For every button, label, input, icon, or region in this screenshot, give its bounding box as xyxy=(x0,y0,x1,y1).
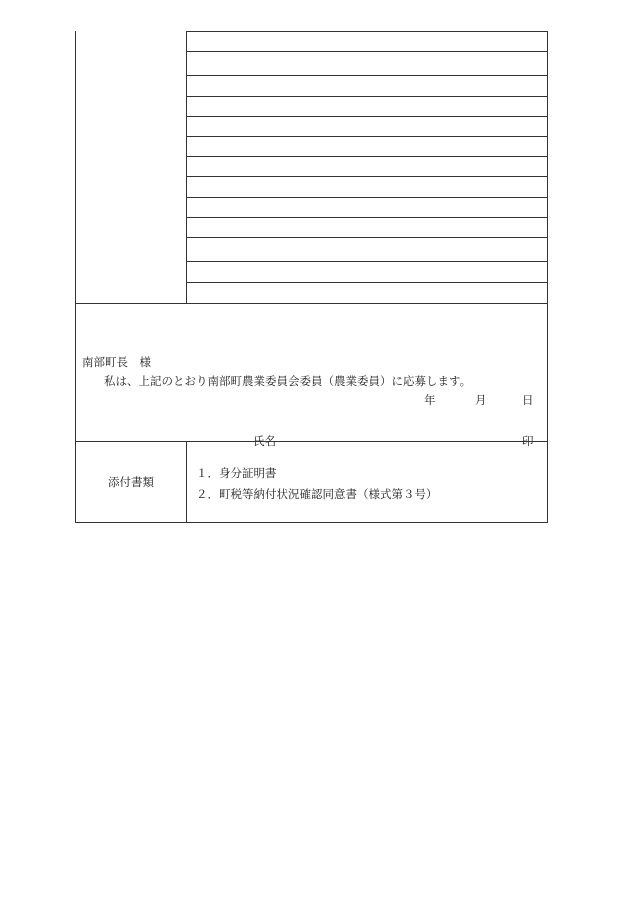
addressee-text: 南部町長 様 xyxy=(82,355,151,369)
history-label-cell xyxy=(76,31,187,303)
attachment-item: ２．町税等納付状況確認同意書（様式第３号） xyxy=(196,487,438,501)
date-month-label: 月 xyxy=(475,393,487,407)
ruled-line xyxy=(187,237,547,238)
ruled-line xyxy=(187,217,547,218)
seal-label: 印 xyxy=(522,434,534,448)
history-section xyxy=(76,31,547,303)
ruled-line xyxy=(187,261,547,262)
ruled-line xyxy=(187,31,547,32)
ruled-line xyxy=(187,75,547,76)
application-statement-section xyxy=(76,303,547,448)
ruled-line xyxy=(187,197,547,198)
ruled-line xyxy=(187,136,547,137)
statement-text: 私は、上記のとおり南部町農業委員会委員（農業委員）に応募します。 xyxy=(104,374,472,388)
ruled-line xyxy=(187,176,547,177)
ruled-line xyxy=(187,51,547,52)
ruled-line xyxy=(187,282,547,283)
date-year-label: 年 xyxy=(424,393,436,407)
ruled-line xyxy=(187,116,547,117)
history-ruled-lines xyxy=(187,31,547,303)
attachments-list xyxy=(187,441,547,522)
date-day-label: 日 xyxy=(522,393,534,407)
attachment-item: １．身分証明書 xyxy=(196,466,277,480)
name-label: 氏名 xyxy=(253,434,276,448)
ruled-line xyxy=(187,156,547,157)
attachments-label: 添付書類 xyxy=(76,441,187,522)
attachments-section xyxy=(76,441,547,522)
application-form-table xyxy=(75,31,548,523)
ruled-line xyxy=(187,96,547,97)
